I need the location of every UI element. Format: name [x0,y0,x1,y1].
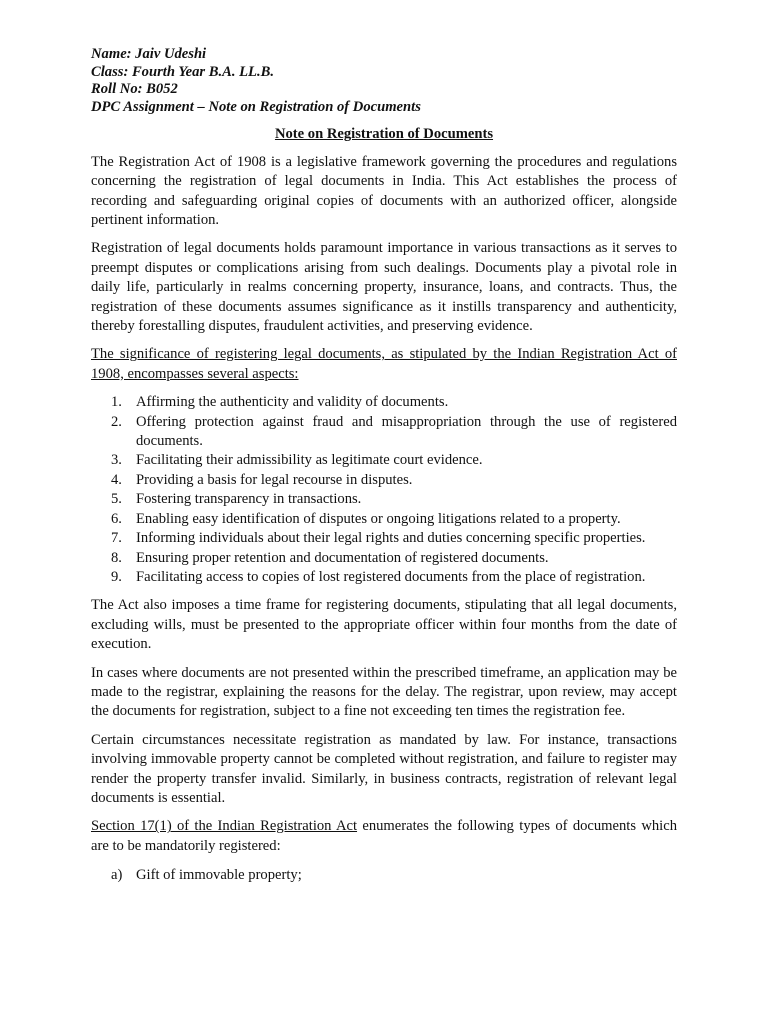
list-number: 3. [111,452,122,469]
list-number: 7. [111,530,122,547]
list-text: Informing individuals about their legal rights and duties concerning specific properties. [136,530,646,547]
paragraph-importance: Registration of legal documents holds paramount importance in various transactions as it serves to preempt disputes or complications arising from such dealings. Documents play a pivotal role in daily life, particularly in realms concerning property, insurance, loans, and contracts. Thus, the registration of these documents assumes significance as it instills transparency and authenticity, thereby forestalling disputes, fraudulent activities, and preserving evidence. [91,240,677,335]
document-title: Note on Registration of Documents [274,126,494,143]
list-item [91,866,677,885]
list-number: 5. [111,491,122,508]
list-item [91,529,677,548]
section-text: enumerates the following types of documents which are to be mandatorily registered: [91,818,678,854]
list-text: Facilitating access to copies of lost registered documents from the place of registration. [136,568,646,585]
list-number: 9. [111,568,122,585]
roll-number: Roll No: B052 [91,81,178,98]
list-item [91,471,677,490]
list-text: Facilitating their admissibility as legitimate court evidence. [136,452,483,469]
list-number: 1. [111,394,122,411]
list-text: Ensuring proper retention and documentation of registered documents. [136,549,549,566]
assignment-title: DPC Assignment – Note on Registration of Documents [91,98,421,115]
list-item [91,510,677,529]
list-text: Enabling easy identification of disputes or ongoing litigations related to a property. [136,510,621,527]
paragraph-intro: The Registration Act of 1908 is a legislative framework governing the procedures and regulations concerning the registration of legal documents in India. This Act establishes the process of recording and safeguarding original copies of documents with an authorized officer, alongside pertinent information. [91,153,677,228]
list-item [91,568,677,587]
list-item [91,490,677,509]
list-number: 6. [111,510,122,527]
list-letter: a) [111,867,123,884]
student-header [91,46,677,116]
section-reference: Section 17(1) of the Indian Registration Act [91,818,358,835]
list-number: 2. [111,413,122,430]
list-item [91,393,677,412]
student-name: Name: Jaiv Udeshi [91,46,207,62]
list-item [91,549,677,568]
list-text: Offering protection against fraud and misappropriation through the use of registered documents. [136,413,677,450]
mandatory-list [91,866,677,885]
significance-list [91,393,677,587]
list-item [91,451,677,470]
paragraph-time-frame: The Act also imposes a time frame for registering documents, stipulating that all legal documents, excluding wills, must be presented to the appropriate officer within four months from the date of execution. [91,597,677,653]
list-text: Providing a basis for legal recourse in disputes. [136,471,413,488]
list-text: Gift of immovable property; [136,867,302,884]
list-text: Affirming the authenticity and validity of documents. [136,394,449,411]
paragraph-delay: In cases where documents are not presented within the prescribed timeframe, an application may be made to the registrar, explaining the reasons for the delay. The registrar, upon review, may accept the documents for registration, subject to a fine not exceeding ten times the registration fee. [91,664,677,720]
list-number: 4. [111,471,122,488]
list-item [91,413,677,452]
list-number: 8. [111,549,122,566]
paragraph-section-17 [91,817,677,856]
list-text: Fostering transparency in transactions. [136,491,362,508]
significance-heading: The significance of registering legal documents, as stipulated by the Indian Registration Act of 1908, encompasses several aspects: [91,346,677,382]
student-class: Class: Fourth Year B.A. LL.B. [91,63,275,80]
paragraph-circumstances: Certain circumstances necessitate registration as mandated by law. For instance, transactions involving immovable property cannot be completed without registration, and failure to register may render the property transfer invalid. Similarly, in business contracts, registration of relevant legal documents is essential. [91,731,677,806]
